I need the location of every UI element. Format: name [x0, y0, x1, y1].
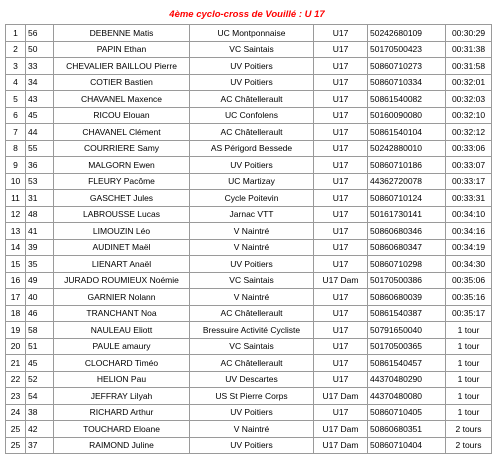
rank-cell: 9	[6, 157, 26, 174]
time-cell: 00:35:16	[446, 289, 492, 306]
license-cell: 50161730141	[368, 206, 446, 223]
club-cell: UV Poitiers	[190, 404, 314, 421]
bib-cell: 38	[26, 404, 54, 421]
time-cell: 1 tour	[446, 388, 492, 405]
rank-cell: 11	[6, 190, 26, 207]
category-cell: U17 Dam	[314, 421, 368, 438]
rider-name-cell: JEFFRAY Lilyah	[54, 388, 190, 405]
bib-cell: 49	[26, 272, 54, 289]
club-cell: UC Montponnaise	[190, 25, 314, 42]
time-cell: 00:35:17	[446, 305, 492, 322]
category-cell: U17	[314, 305, 368, 322]
rider-name-cell: GARNIER Nolann	[54, 289, 190, 306]
rider-name-cell: LIENART Anaël	[54, 256, 190, 273]
table-row	[6, 305, 492, 322]
table-row	[6, 206, 492, 223]
rider-name-cell: PAULE amaury	[54, 338, 190, 355]
table-row	[6, 421, 492, 438]
rank-cell: 18	[6, 305, 26, 322]
rank-cell: 25	[6, 421, 26, 438]
rider-name-cell: TOUCHARD Eloane	[54, 421, 190, 438]
rider-name-cell: PAPIN Ethan	[54, 41, 190, 58]
table-row	[6, 371, 492, 388]
category-cell: U17	[314, 256, 368, 273]
rank-cell: 3	[6, 58, 26, 75]
table-row	[6, 437, 492, 454]
time-cell: 00:34:19	[446, 239, 492, 256]
license-cell: 50860710186	[368, 157, 446, 174]
club-cell: UV Poitiers	[190, 58, 314, 75]
table-row	[6, 322, 492, 339]
rider-name-cell: MALGORN Ewen	[54, 157, 190, 174]
license-cell: 50242880010	[368, 140, 446, 157]
bib-cell: 31	[26, 190, 54, 207]
category-cell: U17	[314, 206, 368, 223]
category-cell: U17	[314, 157, 368, 174]
bib-cell: 35	[26, 256, 54, 273]
club-cell: VC Saintais	[190, 338, 314, 355]
time-cell: 00:35:06	[446, 272, 492, 289]
category-cell: U17	[314, 41, 368, 58]
club-cell: US St Pierre Corps	[190, 388, 314, 405]
license-cell: 50860710405	[368, 404, 446, 421]
license-cell: 50860680347	[368, 239, 446, 256]
license-cell: 50160090080	[368, 107, 446, 124]
license-cell: 50170500386	[368, 272, 446, 289]
bib-cell: 53	[26, 173, 54, 190]
license-cell: 50860680039	[368, 289, 446, 306]
category-cell: U17	[314, 404, 368, 421]
rank-cell: 23	[6, 388, 26, 405]
bib-cell: 58	[26, 322, 54, 339]
club-cell: AC Châtellerault	[190, 305, 314, 322]
table-row	[6, 223, 492, 240]
bib-cell: 41	[26, 223, 54, 240]
category-cell: U17	[314, 173, 368, 190]
club-cell: V Naintré	[190, 421, 314, 438]
bib-cell: 40	[26, 289, 54, 306]
page-title: 4ème cyclo-cross de Vouillé : U 17	[169, 9, 325, 20]
club-cell: UC Confolens	[190, 107, 314, 124]
rank-cell: 20	[6, 338, 26, 355]
rank-cell: 16	[6, 272, 26, 289]
rank-cell: 14	[6, 239, 26, 256]
category-cell: U17 Dam	[314, 272, 368, 289]
rank-cell: 19	[6, 322, 26, 339]
club-cell: AS Périgord Bessede	[190, 140, 314, 157]
bib-cell: 42	[26, 421, 54, 438]
club-cell: V Naintré	[190, 289, 314, 306]
time-cell: 00:34:16	[446, 223, 492, 240]
category-cell: U17	[314, 107, 368, 124]
table-row	[6, 272, 492, 289]
table-row	[6, 74, 492, 91]
time-cell: 00:33:06	[446, 140, 492, 157]
time-cell: 00:32:01	[446, 74, 492, 91]
time-cell: 00:33:31	[446, 190, 492, 207]
bib-cell: 46	[26, 305, 54, 322]
table-row	[6, 58, 492, 75]
license-cell: 50861540387	[368, 305, 446, 322]
bib-cell: 37	[26, 437, 54, 454]
club-cell: UV Poitiers	[190, 74, 314, 91]
license-cell: 50242680109	[368, 25, 446, 42]
category-cell: U17	[314, 190, 368, 207]
rider-name-cell: JURADO ROUMIEUX Noémie	[54, 272, 190, 289]
table-row	[6, 124, 492, 141]
rank-cell: 1	[6, 25, 26, 42]
time-cell: 00:31:58	[446, 58, 492, 75]
rank-cell: 12	[6, 206, 26, 223]
rider-name-cell: RICOU Elouan	[54, 107, 190, 124]
table-row	[6, 157, 492, 174]
results-body	[6, 25, 492, 454]
category-cell: U17	[314, 289, 368, 306]
license-cell: 50860710124	[368, 190, 446, 207]
category-cell: U17	[314, 124, 368, 141]
bib-cell: 34	[26, 74, 54, 91]
club-cell: VC Saintais	[190, 41, 314, 58]
time-cell: 00:30:29	[446, 25, 492, 42]
license-cell: 50170500423	[368, 41, 446, 58]
rank-cell: 2	[6, 41, 26, 58]
bib-cell: 50	[26, 41, 54, 58]
rank-cell: 10	[6, 173, 26, 190]
rider-name-cell: LIMOUZIN Léo	[54, 223, 190, 240]
club-cell: Jarnac VTT	[190, 206, 314, 223]
rank-cell: 6	[6, 107, 26, 124]
rank-cell: 13	[6, 223, 26, 240]
table-row	[6, 190, 492, 207]
bib-cell: 55	[26, 140, 54, 157]
time-cell: 00:34:10	[446, 206, 492, 223]
table-row	[6, 256, 492, 273]
rank-cell: 22	[6, 371, 26, 388]
rider-name-cell: RICHARD Arthur	[54, 404, 190, 421]
table-row	[6, 107, 492, 124]
license-cell: 50861540104	[368, 124, 446, 141]
club-cell: UV Descartes	[190, 371, 314, 388]
table-row	[6, 355, 492, 372]
category-cell: U17	[314, 140, 368, 157]
rider-name-cell: LABROUSSE Lucas	[54, 206, 190, 223]
bib-cell: 39	[26, 239, 54, 256]
time-cell: 1 tour	[446, 404, 492, 421]
license-cell: 50860710404	[368, 437, 446, 454]
bib-cell: 48	[26, 206, 54, 223]
rider-name-cell: CLOCHARD Timéo	[54, 355, 190, 372]
club-cell: Cycle Poitevin	[190, 190, 314, 207]
table-row	[6, 338, 492, 355]
time-cell: 00:34:30	[446, 256, 492, 273]
rider-name-cell: CHAVANEL Maxence	[54, 91, 190, 108]
rider-name-cell: HELION Pau	[54, 371, 190, 388]
rider-name-cell: DEBENNE Matis	[54, 25, 190, 42]
time-cell: 00:32:10	[446, 107, 492, 124]
time-cell: 1 tour	[446, 338, 492, 355]
rank-cell: 7	[6, 124, 26, 141]
bib-cell: 36	[26, 157, 54, 174]
license-cell: 50861540082	[368, 91, 446, 108]
table-row	[6, 91, 492, 108]
club-cell: AC Châtellerault	[190, 124, 314, 141]
bib-cell: 45	[26, 107, 54, 124]
bib-cell: 51	[26, 338, 54, 355]
club-cell: AC Châtellerault	[190, 355, 314, 372]
rider-name-cell: AUDINET Maël	[54, 239, 190, 256]
time-cell: 00:33:17	[446, 173, 492, 190]
time-cell: 00:32:03	[446, 91, 492, 108]
time-cell: 00:32:12	[446, 124, 492, 141]
category-cell: U17	[314, 58, 368, 75]
results-table	[5, 24, 492, 454]
club-cell: V Naintré	[190, 223, 314, 240]
rider-name-cell: RAIMOND Juline	[54, 437, 190, 454]
time-cell: 00:33:07	[446, 157, 492, 174]
license-cell: 50860680346	[368, 223, 446, 240]
category-cell: U17 Dam	[314, 388, 368, 405]
license-cell: 50170500365	[368, 338, 446, 355]
rank-cell: 5	[6, 91, 26, 108]
club-cell: UV Poitiers	[190, 157, 314, 174]
license-cell: 44362720078	[368, 173, 446, 190]
category-cell: U17	[314, 91, 368, 108]
bib-cell: 45	[26, 355, 54, 372]
time-cell: 2 tours	[446, 421, 492, 438]
license-cell: 50860680351	[368, 421, 446, 438]
rank-cell: 4	[6, 74, 26, 91]
bib-cell: 56	[26, 25, 54, 42]
bib-cell: 52	[26, 371, 54, 388]
license-cell: 50860710273	[368, 58, 446, 75]
bib-cell: 33	[26, 58, 54, 75]
bib-cell: 54	[26, 388, 54, 405]
table-row	[6, 41, 492, 58]
rank-cell: 15	[6, 256, 26, 273]
club-cell: UC Martizay	[190, 173, 314, 190]
rider-name-cell: GASCHET Jules	[54, 190, 190, 207]
category-cell: U17	[314, 322, 368, 339]
license-cell: 50860710334	[368, 74, 446, 91]
rider-name-cell: FLEURY Pacôme	[54, 173, 190, 190]
rank-cell: 17	[6, 289, 26, 306]
rider-name-cell: CHEVALIER BAILLOU Pierre	[54, 58, 190, 75]
license-cell: 50861540457	[368, 355, 446, 372]
club-cell: UV Poitiers	[190, 437, 314, 454]
rider-name-cell: COURRIERE Samy	[54, 140, 190, 157]
table-row	[6, 289, 492, 306]
club-cell: VC Saintais	[190, 272, 314, 289]
category-cell: U17	[314, 25, 368, 42]
category-cell: U17	[314, 355, 368, 372]
category-cell: U17	[314, 338, 368, 355]
table-row	[6, 388, 492, 405]
category-cell: U17	[314, 239, 368, 256]
club-cell: AC Châtellerault	[190, 91, 314, 108]
rider-name-cell: CHAVANEL Clément	[54, 124, 190, 141]
table-row	[6, 140, 492, 157]
category-cell: U17	[314, 74, 368, 91]
bib-cell: 43	[26, 91, 54, 108]
time-cell: 1 tour	[446, 371, 492, 388]
time-cell: 00:31:38	[446, 41, 492, 58]
club-cell: V Naintré	[190, 239, 314, 256]
rider-name-cell: NAULEAU Eliott	[54, 322, 190, 339]
category-cell: U17 Dam	[314, 437, 368, 454]
bib-cell: 44	[26, 124, 54, 141]
rank-cell: 25	[6, 437, 26, 454]
rank-cell: 21	[6, 355, 26, 372]
table-row	[6, 173, 492, 190]
rank-cell: 8	[6, 140, 26, 157]
license-cell: 50791650040	[368, 322, 446, 339]
club-cell: UV Poitiers	[190, 256, 314, 273]
time-cell: 1 tour	[446, 355, 492, 372]
license-cell: 44370480080	[368, 388, 446, 405]
time-cell: 2 tours	[446, 437, 492, 454]
category-cell: U17	[314, 223, 368, 240]
time-cell: 1 tour	[446, 322, 492, 339]
rider-name-cell: TRANCHANT Noa	[54, 305, 190, 322]
table-row	[6, 25, 492, 42]
table-row	[6, 239, 492, 256]
table-row	[6, 404, 492, 421]
rank-cell: 24	[6, 404, 26, 421]
rider-name-cell: COTIER Bastien	[54, 74, 190, 91]
license-cell: 44370480290	[368, 371, 446, 388]
category-cell: U17	[314, 371, 368, 388]
license-cell: 50860710298	[368, 256, 446, 273]
club-cell: Bressuire Activité Cycliste	[190, 322, 314, 339]
